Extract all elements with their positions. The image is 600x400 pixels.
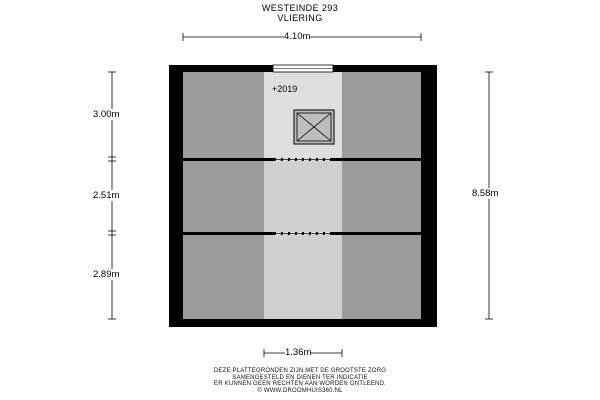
beam-icon [183, 232, 421, 235]
dimension-label-bottom: 1.36m [285, 347, 312, 358]
attic-hatch-icon [294, 110, 334, 144]
dimension-label-left-1: 3.00m [93, 109, 120, 120]
attic-area-left-top [183, 72, 264, 158]
dimension-label-top: 4.10m [284, 31, 311, 42]
disclaimer [0, 368, 600, 394]
walkway-bottom [264, 235, 342, 319]
beam-icon [183, 158, 421, 161]
attic-area-right-bottom [342, 235, 421, 319]
attic-area-left-mid [183, 161, 264, 232]
walkway-mid [264, 161, 342, 232]
plan-address: WESTEINDE 293 [261, 3, 339, 13]
dimension-label-left-2: 2.51m [93, 190, 120, 201]
attic-area-right-mid [342, 161, 421, 232]
plan-floor-name: VLIERING [277, 13, 323, 23]
disclaimer-line-1: DEZE PLATTEGRONDEN ZIJN MET DE GROOTSTE ZORG [213, 368, 387, 374]
dimension-label-right: 8.58m [472, 188, 499, 199]
dimension-label-left-3: 2.89m [93, 269, 120, 280]
window-icon [273, 65, 333, 72]
attic-area-left-bottom [183, 235, 264, 319]
disclaimer-line-4: © WWW.DROOMHUIS360.NL [257, 387, 343, 394]
disclaimer-line-3: ER KUNNEN GEEN RECHTEN AAN WORDEN ONTLEEND. [214, 381, 386, 388]
disclaimer-line-2: SAMENGESTELD EN DIENEN TER INDICATIE [232, 374, 368, 381]
height-label: +2019 [272, 84, 298, 94]
attic-area-right-top [342, 72, 421, 158]
